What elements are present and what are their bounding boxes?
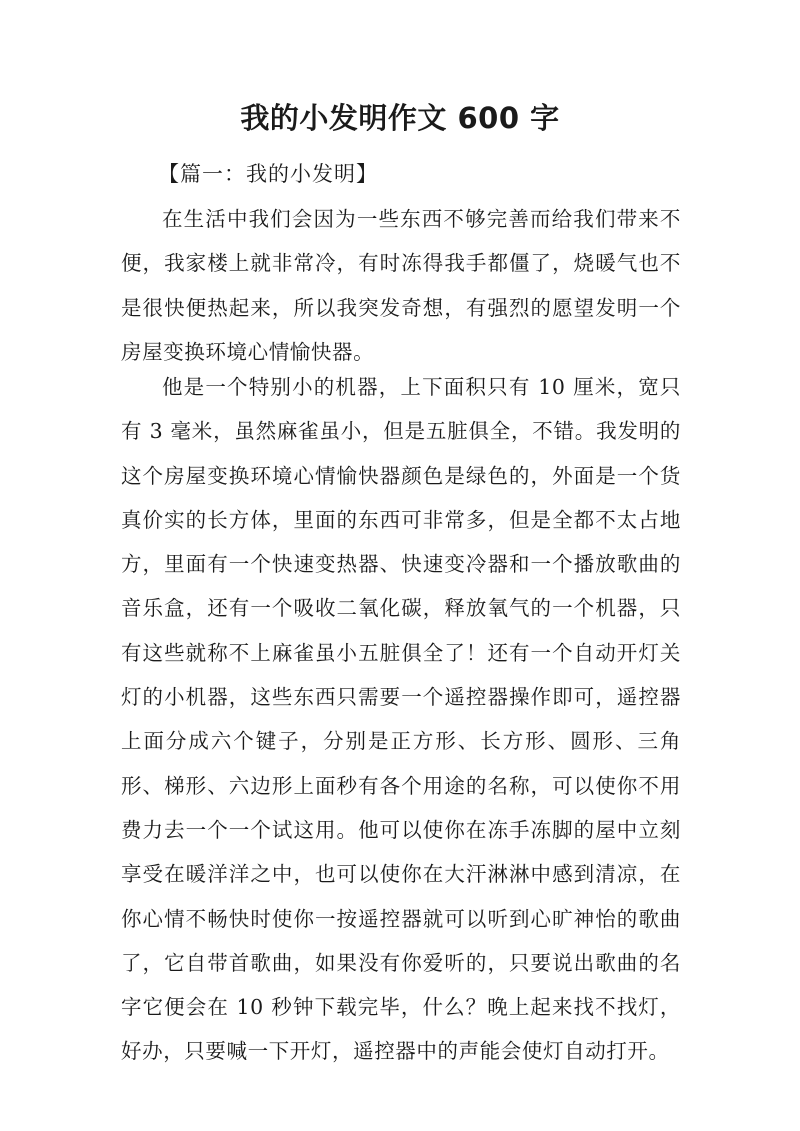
body-paragraph-2: 他是一个特别小的机器，上下面积只有 10 厘米，宽只有 3 毫米，虽然麻雀虽小，但是五脏俱全，不错。我发明的这个房屋变换环境心情愉快器颜色是绿色的，外面是一个货真价实的长方体，里面的东西可非常多，但是全都不太占地方，里面有一个快速变热器、快速变冷器和一个播放歌曲的音乐盒，还有一个吸收二氧化碳，释放氧气的一个机器，只有这些就称不上麻雀虽小五脏俱全了！还有一个自动开灯关灯的小机器，这些东西只需要一个遥控器操作即可，遥控器上面分成六个键子，分别是正方形、长方形、圆形、三角形、梯形、六边形上面秒有各个用途的名称，可以使你不用费力去一个一个试这用。他可以使你在冻手冻脚的屋中立刻享受在暖洋洋之中，也可以使你在大汗淋淋中感到清凉，在你心情不畅快时使你一按遥控器就可以听到心旷神怡的歌曲了，它自带首歌曲，如果没有你爱听的，只要说出歌曲的名字它便会在 10 秒钟下载完毕，什么？晚上起来找不找灯，好办，只要喊一下开灯，遥控器中的声能会使灯自动打开。 bbox=[121, 375, 681, 1064]
document-title: 我的小发明作文 600 字 bbox=[240, 101, 560, 135]
section-heading: 【篇一：我的小发明】 bbox=[158, 162, 378, 186]
body-paragraph-1: 在生活中我们会因为一些东西不够完善而给我们带来不便，我家楼上就非常冷，有时冻得我手都僵了，烧暖气也不是很快便热起来，所以我突发奇想，有强烈的愿望发明一个房屋变换环境心情愉快器。 bbox=[121, 207, 681, 364]
